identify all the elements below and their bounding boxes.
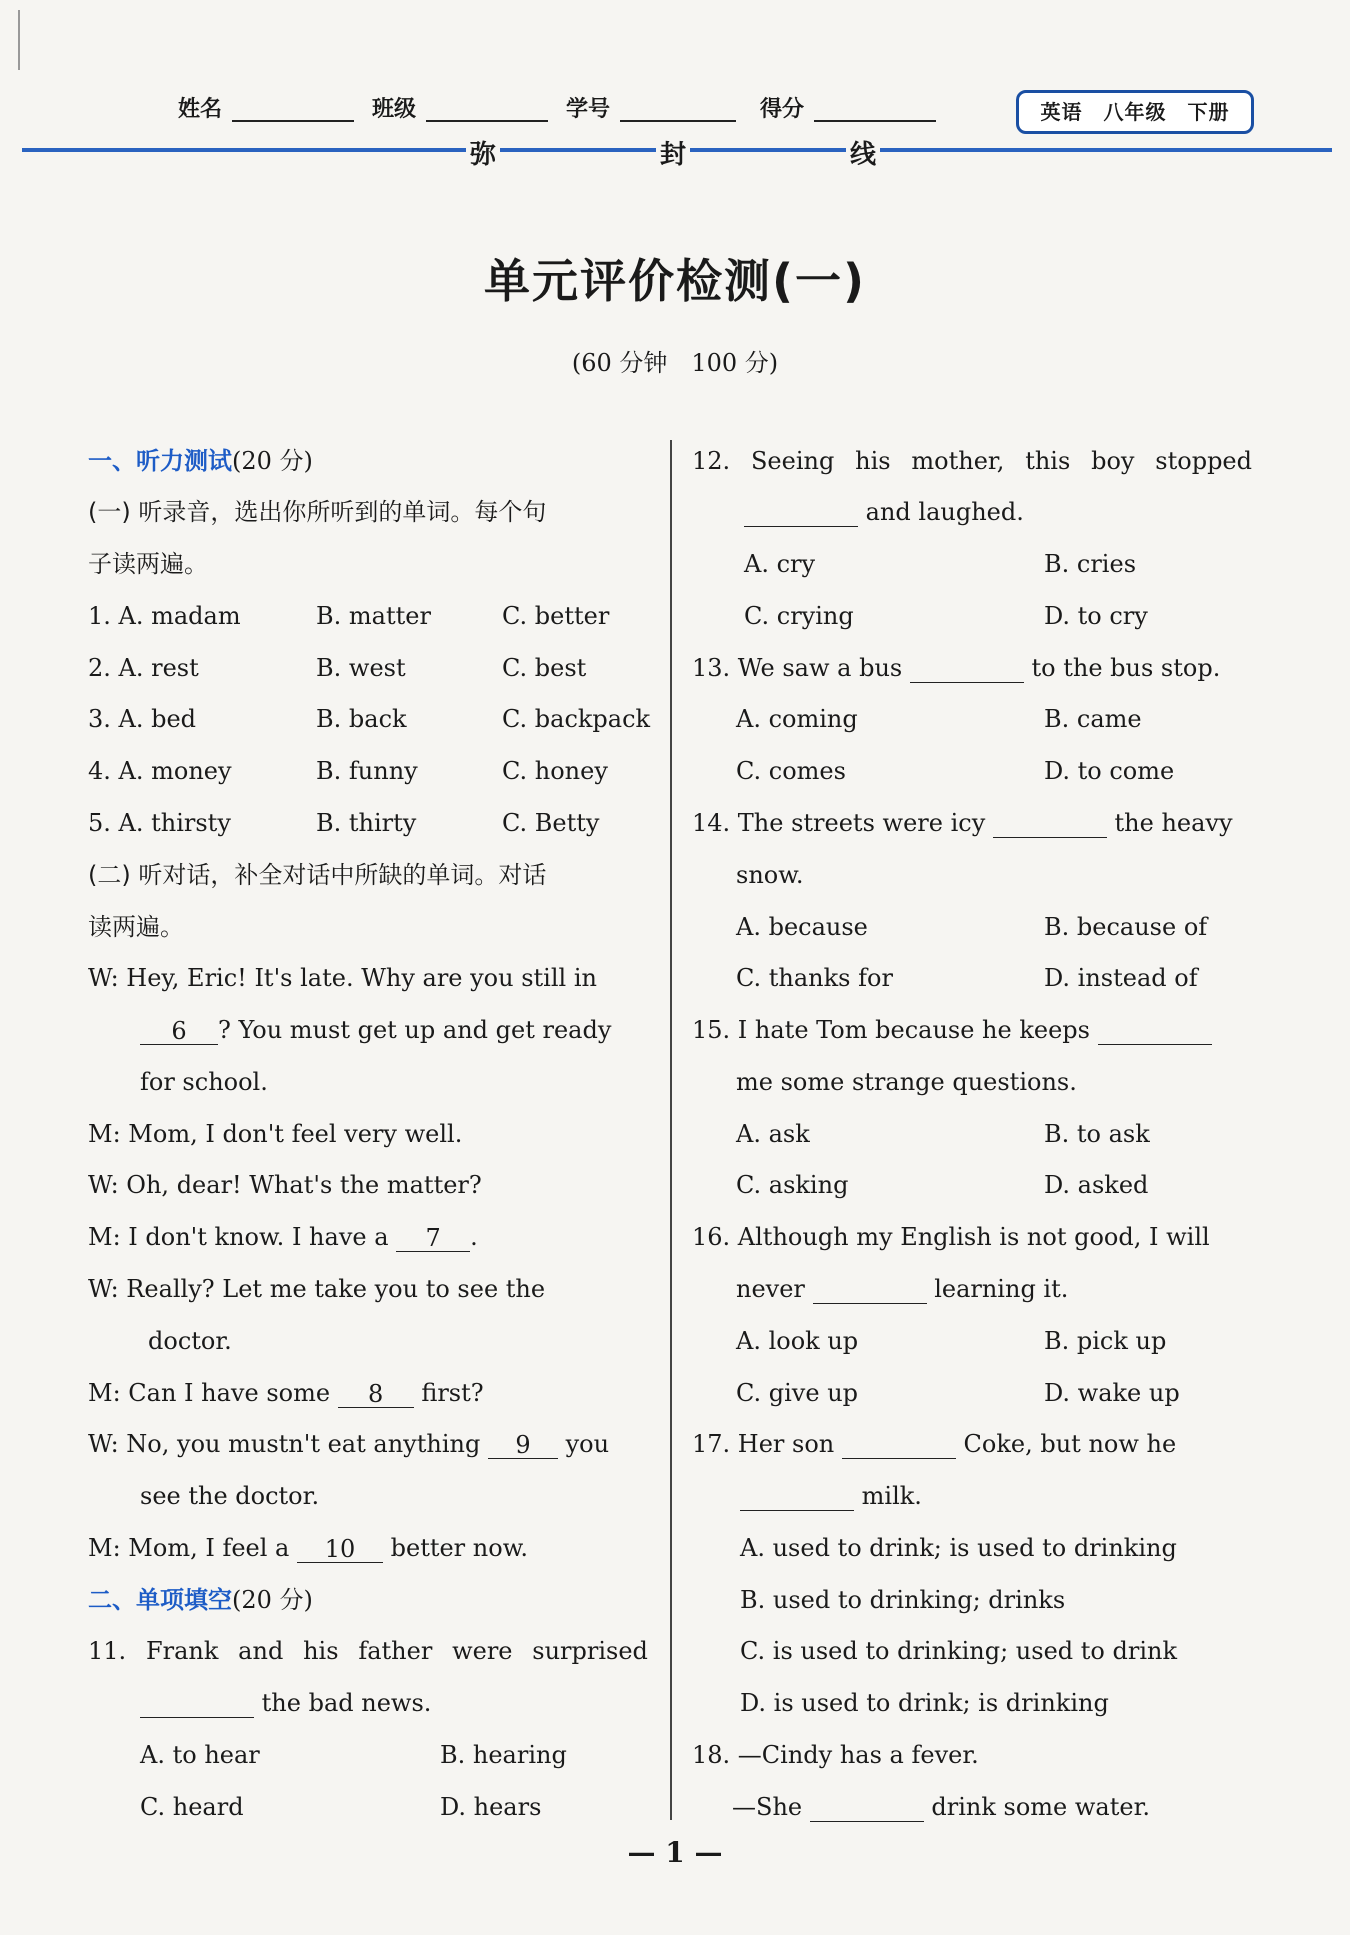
student-id-field[interactable] — [620, 120, 736, 122]
column-divider — [670, 440, 672, 1820]
class-label: 班级 — [372, 97, 417, 122]
q2-option-b: B. west — [316, 654, 406, 682]
q17-stem-line2: milk. — [740, 1481, 922, 1511]
part1-instruction-line2: 子读两遍。 — [88, 550, 208, 578]
part1-instruction-line1: (一) 听录音，选出你所听到的单词。每个句 — [88, 498, 547, 526]
dialogue-line-7: W: No, you mustn't eat anything 9 you — [88, 1430, 610, 1459]
score-label: 得分 — [760, 97, 805, 122]
blank-8[interactable]: 8 — [338, 1379, 414, 1408]
page-number: — 1 — — [627, 1836, 723, 1869]
q1-option-a: 1. A. madam — [88, 602, 241, 630]
score-field[interactable] — [814, 120, 936, 122]
dialogue-line-1: W: Hey, Eric! It's late. Why are you still in — [88, 964, 597, 992]
dialogue-line-6: M: Can I have some 8 first? — [88, 1379, 484, 1408]
q15-stem-line2: me some strange questions. — [736, 1068, 1077, 1096]
dialogue-line-2: M: Mom, I don't feel very well. — [88, 1120, 463, 1148]
q14-option-a: A. because — [736, 913, 868, 941]
seal-char-1: 弥 — [466, 134, 500, 171]
q12-blank[interactable] — [744, 498, 858, 527]
q3-option-b: B. back — [316, 705, 407, 733]
q2-option-c: C. best — [502, 654, 587, 682]
q13-blank[interactable] — [910, 654, 1024, 683]
blank-7[interactable]: 7 — [396, 1223, 470, 1252]
q5-option-b: B. thirty — [316, 809, 417, 837]
dialogue-line-7b: see the doctor. — [140, 1482, 320, 1510]
q11-stem-line1: 11. Frank and his father were surprised — [88, 1637, 648, 1665]
q12-option-c: C. crying — [744, 602, 854, 630]
blank-6[interactable]: 6 — [140, 1016, 218, 1045]
q18-stem-line2: —She drink some water. — [732, 1793, 1151, 1821]
dialogue-line-1c: for school. — [140, 1068, 268, 1096]
dialogue-line-3: W: Oh, dear! What's the matter? — [88, 1171, 482, 1199]
q12-option-d: D. to cry — [1044, 602, 1148, 630]
q5-option-c: C. Betty — [502, 809, 600, 837]
q5-option-a: 5. A. thirsty — [88, 809, 231, 837]
q2-option-a: 2. A. rest — [88, 654, 199, 682]
dialogue-line-1b: 6 ? You must get up and get ready — [140, 1015, 611, 1045]
seal-char-2: 封 — [656, 134, 690, 171]
dialogue-line-4: M: I don't know. I have a 7 . — [88, 1223, 478, 1252]
q13-option-a: A. coming — [736, 705, 858, 733]
q15-blank[interactable] — [1098, 1016, 1212, 1045]
q11-blank[interactable] — [140, 1689, 254, 1718]
dialogue-line-8: M: Mom, I feel a 10 better now. — [88, 1534, 529, 1563]
q14-stem-line2: snow. — [736, 861, 804, 889]
q12-stem-line1: 12. Seeing his mother, this boy stopped — [692, 447, 1252, 475]
q1-option-b: B. matter — [316, 602, 431, 630]
q14-blank[interactable] — [993, 809, 1107, 838]
q11-stem-line2: the bad news. — [140, 1688, 431, 1718]
q13-option-c: C. comes — [736, 757, 846, 785]
q11-option-d: D. hears — [440, 1793, 542, 1821]
q3-option-a: 3. A. bed — [88, 705, 197, 733]
q12-stem-line2: and laughed. — [744, 497, 1024, 527]
q16-option-a: A. look up — [736, 1327, 859, 1355]
q12-option-a: A. cry — [744, 550, 816, 578]
q4-option-b: B. funny — [316, 757, 418, 785]
q3-option-c: C. backpack — [502, 705, 651, 733]
page-edge — [18, 10, 20, 70]
q15-option-a: A. ask — [736, 1120, 810, 1148]
q13-option-d: D. to come — [1044, 757, 1175, 785]
q16-option-b: B. pick up — [1044, 1327, 1167, 1355]
q16-blank[interactable] — [813, 1275, 927, 1304]
part2-instruction-line1: (二) 听对话，补全对话中所缺的单词。对话 — [88, 861, 547, 889]
q12-option-b: B. cries — [1044, 550, 1137, 578]
blank-9[interactable]: 9 — [488, 1430, 558, 1459]
q15-option-b: B. to ask — [1044, 1120, 1150, 1148]
class-field[interactable] — [426, 120, 548, 122]
q13-option-b: B. came — [1044, 705, 1142, 733]
section2-score: (20 分) — [232, 1586, 313, 1614]
q17-option-d: D. is used to drink; is drinking — [740, 1689, 1109, 1717]
q17-blank-1[interactable] — [842, 1430, 956, 1459]
section2-title: 二、单项填空 — [88, 1586, 232, 1614]
subject-badge: 英语 八年级 下册 — [1016, 90, 1254, 134]
q16-stem-line1: 16. Although my English is not good, I will — [692, 1223, 1210, 1251]
q14-option-c: C. thanks for — [736, 964, 893, 992]
student-id-label: 学号 — [566, 97, 611, 122]
q17-option-b: B. used to drinking; drinks — [740, 1586, 1066, 1614]
q11-option-b: B. hearing — [440, 1741, 567, 1769]
section1-score: (20 分) — [232, 447, 313, 475]
q16-option-c: C. give up — [736, 1379, 859, 1407]
dialogue-line-5b: doctor. — [148, 1327, 232, 1355]
name-field[interactable] — [232, 120, 354, 122]
section1-heading — [88, 446, 313, 476]
q4-option-a: 4. A. money — [88, 757, 232, 785]
page-title: 单元评价检测(一) — [483, 254, 867, 308]
name-label: 姓名 — [178, 97, 223, 122]
q15-stem-line1: 15. I hate Tom because he keeps — [692, 1015, 1212, 1045]
q14-stem-line1: 14. The streets were icy the heavy — [692, 809, 1233, 837]
q11-option-a: A. to hear — [140, 1741, 260, 1769]
q16-option-d: D. wake up — [1044, 1379, 1180, 1407]
q18-stem-line1: 18. —Cindy has a fever. — [692, 1741, 979, 1769]
blank-10[interactable]: 10 — [297, 1534, 383, 1563]
section1-title: 一、听力测试 — [88, 447, 232, 475]
seal-char-3: 线 — [846, 134, 880, 171]
q16-stem-line2: never learning it. — [736, 1275, 1069, 1303]
q14-option-b: B. because of — [1044, 913, 1208, 941]
q4-option-c: C. honey — [502, 757, 608, 785]
q18-blank[interactable] — [810, 1793, 924, 1822]
dialogue-line-5: W: Really? Let me take you to see the — [88, 1275, 546, 1303]
q17-blank-2[interactable] — [740, 1482, 854, 1511]
q11-option-c: C. heard — [140, 1793, 244, 1821]
part2-instruction-line2: 读两遍。 — [88, 913, 184, 941]
q17-option-c: C. is used to drinking; used to drink — [740, 1637, 1178, 1665]
q14-option-d: D. instead of — [1044, 964, 1198, 992]
q17-stem-line1: 17. Her son Coke, but now he — [692, 1430, 1177, 1458]
q1-option-c: C. better — [502, 602, 610, 630]
section2-heading — [88, 1585, 313, 1615]
q15-option-d: D. asked — [1044, 1171, 1149, 1199]
q13-stem: 13. We saw a bus to the bus stop. — [692, 654, 1221, 682]
q17-option-a: A. used to drink; is used to drinking — [740, 1534, 1177, 1562]
q15-option-c: C. asking — [736, 1171, 849, 1199]
time-and-score: (60 分钟 100 分) — [571, 349, 779, 377]
